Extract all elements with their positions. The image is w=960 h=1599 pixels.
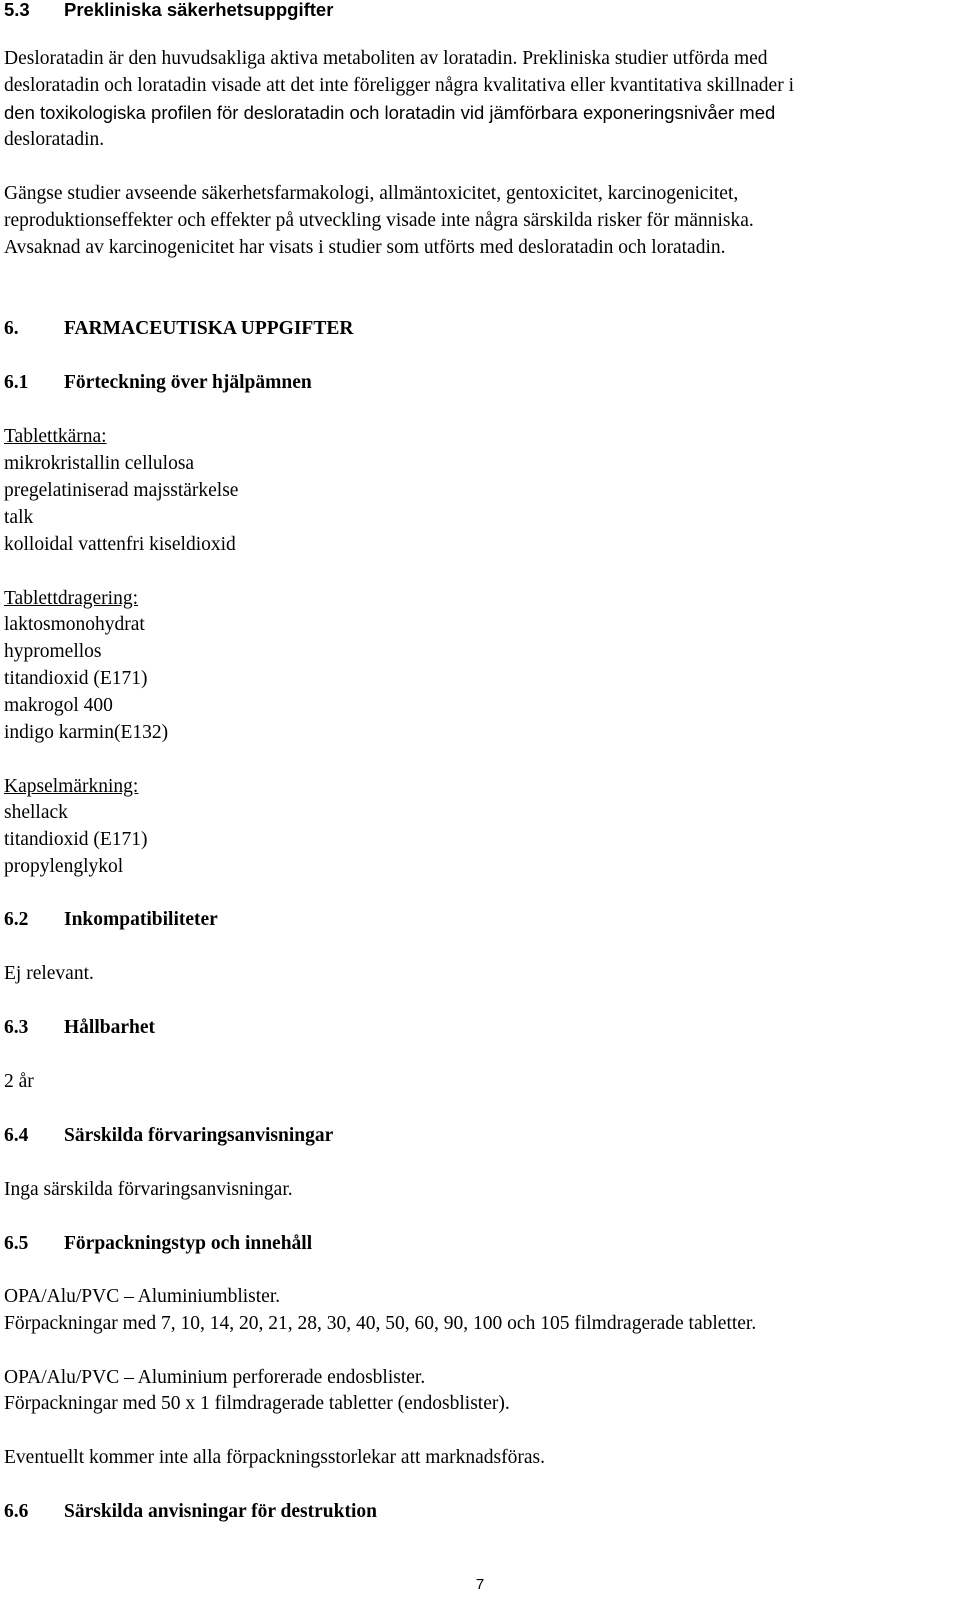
paragraph-line: Avsaknad av karcinogenicitet har visats i studier som utförts med desloratadin och loratadin.	[4, 237, 726, 258]
section-6-2-text: Ej relevant.	[4, 963, 94, 984]
excipient-item: hypromellos	[4, 641, 102, 662]
page-number: 7	[475, 1576, 485, 1593]
section-6-5-heading: 6.5 Förpackningstyp och innehåll	[4, 1233, 313, 1254]
package-line: Förpackningar med 7, 10, 14, 20, 21, 28, 30, 40, 50, 60, 90, 100 och 105 filmdragerade tabletter.	[4, 1313, 757, 1334]
section-6-2-heading: 6.2 Inkompatibiliteter	[4, 909, 218, 930]
excipient-item: laktosmonohydrat	[4, 614, 145, 635]
excipient-item: mikrokristallin cellulosa	[4, 453, 195, 474]
package-line: OPA/Alu/PVC – Aluminium perforerade endosblister.	[4, 1367, 426, 1388]
excipient-item: titandioxid (E171)	[4, 668, 148, 689]
section-6-4-heading: 6.4 Särskilda förvaringsanvisningar	[4, 1125, 334, 1146]
package-line: Eventuellt kommer inte alla förpackningsstorlekar att marknadsföras.	[4, 1447, 545, 1468]
paragraph-line: desloratadin.	[4, 129, 105, 150]
section-6-heading: 6. FARMACEUTISKA UPPGIFTER	[4, 318, 354, 339]
paragraph-line: Gängse studier avseende säkerhetsfarmakologi, allmäntoxicitet, gentoxicitet, karcinogenicitet,	[4, 183, 739, 204]
excipient-item: indigo karmin(E132)	[4, 722, 169, 743]
package-line: OPA/Alu/PVC – Aluminiumblister.	[4, 1286, 281, 1307]
excipient-item: talk	[4, 507, 34, 528]
excipient-item: pregelatiniserad majsstärkelse	[4, 480, 239, 501]
section-6-3-text: 2 år	[4, 1071, 34, 1092]
excipient-item: shellack	[4, 802, 68, 823]
paragraph-line: Desloratadin är den huvudsakliga aktiva metaboliten av loratadin. Prekliniska studier utförda med	[4, 48, 768, 69]
section-6-3-heading: 6.3 Hållbarhet	[4, 1017, 155, 1038]
section-5-3-heading: 5.3 Prekliniska säkerhetsuppgifter	[4, 0, 334, 20]
package-line: Förpackningar med 50 x 1 filmdragerade tabletter (endosblister).	[4, 1393, 510, 1414]
excipient-item: titandioxid (E171)	[4, 829, 148, 850]
section-6-6-heading: 6.6 Särskilda anvisningar för destruktion	[4, 1501, 377, 1522]
section-6-1-heading: 6.1 Förteckning över hjälpämnen	[4, 372, 312, 393]
excipient-item: makrogol 400	[4, 695, 113, 716]
coating-label: Tablettdragering:	[4, 588, 138, 609]
marking-label: Kapselmärkning:	[4, 776, 139, 797]
section-6-4-text: Inga särskilda förvaringsanvisningar.	[4, 1179, 293, 1200]
excipient-item: kolloidal vattenfri kiseldioxid	[4, 534, 236, 555]
excipient-item: propylenglykol	[4, 856, 124, 877]
paragraph-line: desloratadin och loratadin visade att det inte föreligger några kvalitativa eller kvantitativa skillnader i	[4, 75, 794, 96]
paragraph-line: den toxikologiska profilen för desloratadin och loratadin vid jämförbara exponeringsnivåer med	[4, 102, 776, 123]
core-label: Tablettkärna:	[4, 426, 107, 447]
paragraph-line: reproduktionseffekter och effekter på utveckling visade inte några särskilda risker för människa.	[4, 210, 754, 231]
